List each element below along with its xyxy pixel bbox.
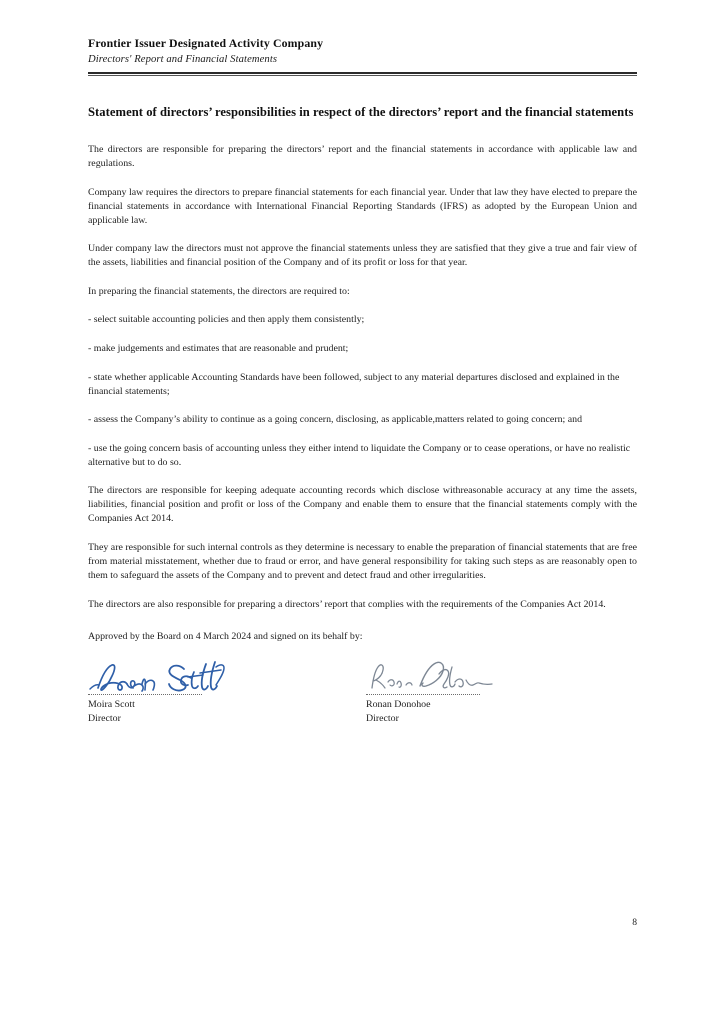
list-item-assess-going-concern: - assess the Company’s ability to continue as a going concern, disclosing, as applicable,matters related to going concern; and [88, 414, 583, 426]
paragraph-company-law-requires: Company law requires the directors to prepare financial statements for each financial year. Under that law they have elected to prepare the financial statements in accordance with International Financial Reporting Standards (IFRS) as adopted by the European Union and applicable law. [88, 186, 637, 226]
document-body [88, 104, 637, 626]
paragraph-internal-controls: They are responsible for such internal controls as they determine is necessary to enable the preparation of financial statements that are free from material misstatement, whether due to fraud or error, and have general responsibility for taking such steps as are reasonably open to them to safeguard the assets of the Company and to prevent and detect fraud and other irregularities. [88, 542, 637, 582]
signatory-moira-scott [88, 658, 288, 727]
list-item-select-policies: - select suitable accounting policies and then apply them consistently; [88, 314, 365, 326]
list-item-use-going-concern-basis: - use the going concern basis of accounting unless they either intend to liquidate the Company or to cease operations, or have no realistic alternative but to do so. [88, 442, 631, 468]
paragraph-in-preparing-intro: In preparing the financial statements, the directors are required to: [88, 285, 350, 297]
approval-statement: Approved by the Board on 4 March 2024 and signed on its behalf by: [88, 631, 363, 642]
signature-mark-moira-scott [88, 658, 278, 694]
header-divider-rule [88, 72, 637, 76]
signatory-role-ronan-donohoe: Director [366, 713, 399, 725]
page-title: Statement of directors’ responsibilities in respect of the directors’ report and the financial statements [88, 105, 634, 119]
header-subtitle: Directors' Report and Financial Statements [88, 53, 278, 65]
signatory-name-ronan-donohoe: Ronan Donohoe [366, 699, 431, 710]
list-item-make-judgements: - make judgements and estimates that are reasonable and prudent; [88, 342, 349, 354]
paragraph-responsible-preparing: The directors are responsible for preparing the directors’ report and the financial statements in accordance with applicable law and regulations. [88, 143, 637, 169]
signature-mark-ronan-donohoe [366, 658, 556, 694]
page-number: 8 [632, 917, 637, 928]
header-company-name: Frontier Issuer Designated Activity Company [88, 36, 324, 50]
signature-block [88, 658, 637, 738]
paragraph-accounting-records: The directors are responsible for keeping adequate accounting records which disclose withreasonable accuracy at any time the assets, liabilities, financial position and profit or loss of the Company and enable them to ensure that the financial statements comply with the Companies Act 2014. [88, 485, 637, 525]
signatory-name-moira-scott: Moira Scott [88, 699, 135, 710]
paragraph-must-not-approve: Under company law the directors must not approve the financial statements unless they are satisfied that they give a true and fair view of the assets, liabilities and financial position of the Company and of its profit or loss for that year. [88, 243, 637, 269]
list-item-state-standards: - state whether applicable Accounting Standards have been followed, subject to any material departures disclosed and explained in the financial statements; [88, 371, 620, 397]
paragraph-directors-report-compliance: The directors are also responsible for preparing a directors’ report that complies with the requirements of the Companies Act 2014. [88, 598, 606, 610]
handwritten-signature-icon [366, 658, 556, 698]
page-header [88, 36, 637, 76]
signatory-role-moira-scott: Director [88, 713, 121, 725]
signatory-ronan-donohoe [366, 658, 566, 727]
handwritten-signature-icon [88, 658, 278, 698]
